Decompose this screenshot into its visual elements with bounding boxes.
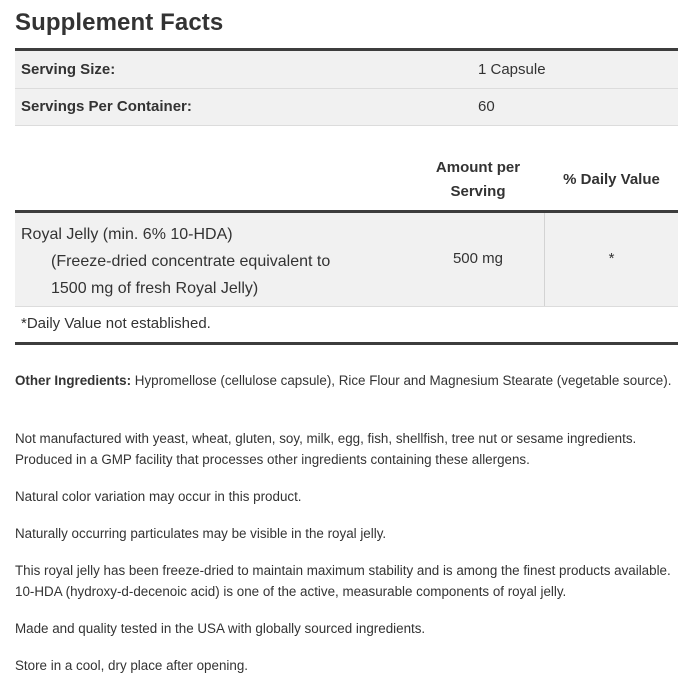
amount-per-serving-header — [418, 156, 538, 204]
ingredient-amount: 500 mg — [452, 250, 504, 267]
ingredient-daily-value: * — [608, 250, 615, 267]
freeze-dried-note: This royal jelly has been freeze-dried to maintain maximum stability and is among the finest products available. 10-HDA (hydroxy-d-decenoic acid) is one of the active, measurable components of royal jelly. — [15, 563, 671, 599]
amount-header-line2: Serving — [450, 183, 506, 200]
storage-note: Store in a cool, dry place after opening. — [15, 658, 248, 673]
serving-size-value: 1 Capsule — [478, 61, 546, 78]
servings-per-container-row — [15, 89, 678, 126]
allergen-note: Not manufactured with yeast, wheat, gluten, soy, milk, egg, fish, shellfish, tree nut or sesame ingredients. Produced in a GMP facility that processes other ingredients containing these allergens. — [15, 431, 637, 467]
amount-header-line1: Amount per — [435, 159, 521, 176]
servings-per-container-label: Servings Per Container: — [21, 98, 192, 115]
ingredient-description — [51, 248, 391, 302]
ingredient-description-line2: 1500 mg of fresh Royal Jelly) — [51, 280, 259, 297]
page-title: Supplement Facts — [15, 9, 224, 36]
ingredient-name: Royal Jelly (min. 6% 10-HDA) — [21, 226, 233, 243]
servings-per-container-value: 60 — [478, 98, 495, 115]
color-variation-note: Natural color variation may occur in this product. — [15, 489, 302, 504]
particulates-note: Naturally occurring particulates may be visible in the royal jelly. — [15, 526, 387, 541]
made-in-usa-note: Made and quality tested in the USA with globally sourced ingredients. — [15, 621, 426, 636]
ingredient-description-line1: (Freeze-dried concentrate equivalent to — [51, 253, 331, 270]
daily-value-footnote: *Daily Value not established. — [21, 315, 211, 332]
ingredient-row — [15, 213, 678, 307]
other-ingredients-label: Other Ingredients: — [15, 373, 132, 388]
daily-value-header: % Daily Value — [563, 171, 660, 188]
bottom-divider — [15, 342, 678, 345]
other-ingredients-text: Hypromellose (cellulose capsule), Rice Flour and Magnesium Stearate (vegetable source). — [131, 373, 672, 388]
other-ingredients — [15, 370, 678, 391]
serving-size-row — [15, 51, 678, 89]
serving-size-label: Serving Size: — [21, 61, 116, 78]
